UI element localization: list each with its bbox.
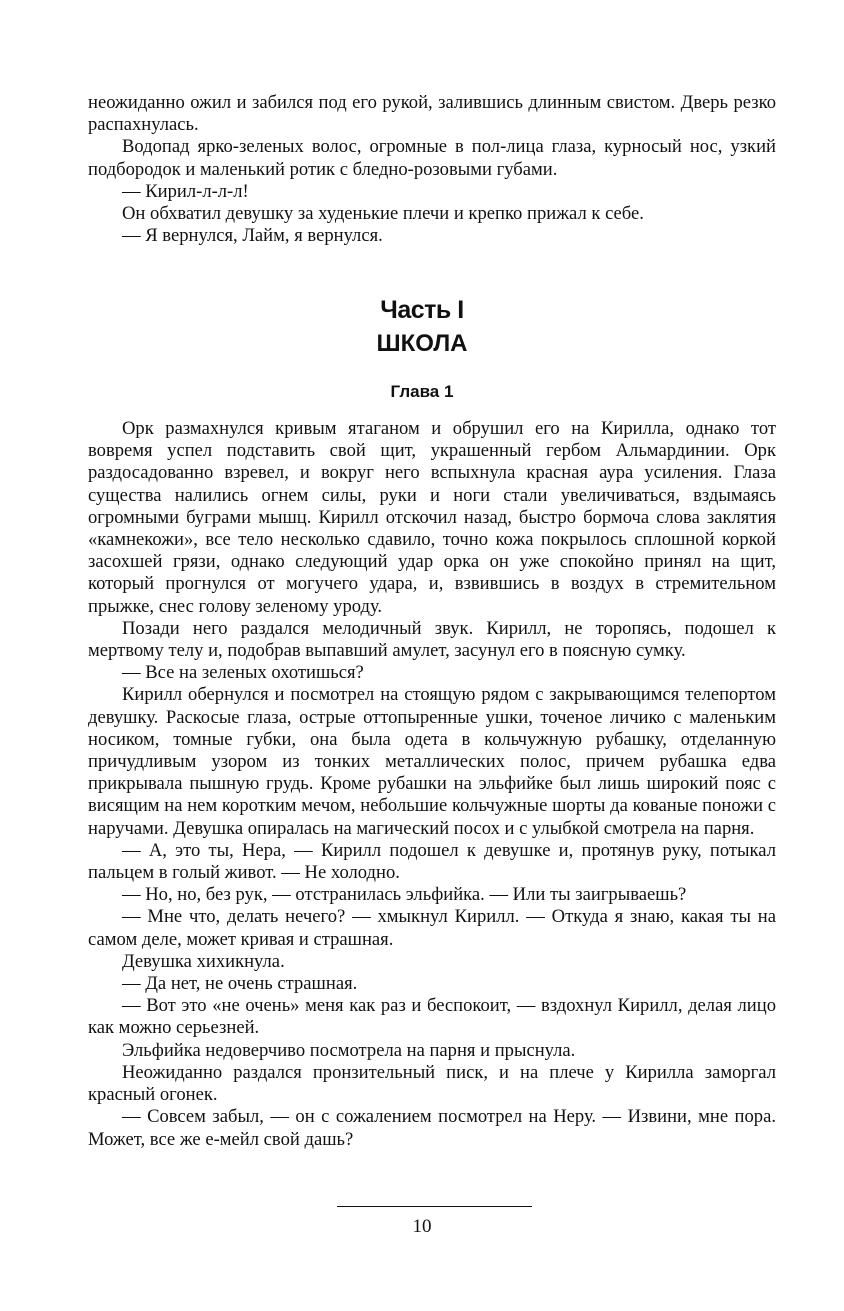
paragraph: — Вот это «не очень» меня как раз и беспокоит, — вздохнул Кирилл, делая лицо как можно серьезней. [88, 995, 776, 1039]
chapter-title [0, 382, 844, 402]
chapter-number: 1 [444, 382, 454, 401]
paragraph: — Мне что, делать нечего? — хмыкнул Кирилл. — Откуда я знаю, какая ты на самом деле, может кривая и страшная. [88, 906, 776, 950]
previous-section-text [88, 92, 776, 247]
footer-divider [337, 1206, 532, 1207]
paragraph: Эльфийка недоверчиво посмотрела на парня и прыснула. [122, 1039, 576, 1061]
paragraph: — Но, но, без рук, — отстранилась эльфийка. — Или ты заигрываешь? [122, 884, 687, 906]
paragraph: — Я вернулся, Лайм, я вернулся. [122, 225, 383, 247]
paragraph: Неожиданно раздался пронзительный писк, и на плече у Кирилла заморгал красный огонек. [88, 1061, 776, 1106]
part-title: Часть I [380, 296, 464, 324]
paragraph: — Кирил-л-л-л! [122, 180, 249, 202]
chapter-text [88, 418, 776, 1151]
part-subtitle: ШКОЛА [376, 330, 468, 357]
paragraph: Он обхватил девушку за худенькие плечи и крепко прижал к себе. [122, 203, 644, 225]
paragraph: — Все на зеленых охотишься? [122, 662, 364, 684]
paragraph: Орк размахнулся кривым ятаганом и обрушил его на Кирилла, однако тот вовремя успел подставить свой щит, украшенный гербом Альмардинии. Орк раздосадованно взревел, и вокруг него вспыхнула красная аура усиления. Глаза существа налились огнем силы, руки и ноги стали увеличиваться, вздымаясь огромными буграми мышц. Кирилл отскочил назад, быстро бормоча слова заклятия «камнекожи», все тело несколько сдавило, точно кожа покрылось сплошной коркой засохшей грязи, однако следующий удар орка он уже спокойно принял на щит, который прогнулся от могучего удара, и, взвившись в воздух в стремительном прыжке, снес голову зеленому уроду. [88, 418, 776, 617]
paragraph: Кирилл обернулся и посмотрел на стоящую рядом с закрывающимся телепортом девушку. Раскосые глаза, острые оттопыренные ушки, точеное личико с маленьким носиком, томные губки, она была одета в кольчужную рубашку, отделанную причудливым узором из тонких металлических полос, причем рубашка едва прикрывала пышную грудь. Кроме рубашки на эльфийке был лишь широкий пояс с висящим на нем коротким мечом, небольшие кольчужные шорты да кованые поножи с наручами. Девушка опиралась на магический посох и с улыбкой смотрела на парня. [88, 684, 776, 839]
paragraph: неожиданно ожил и забился под его рукой, залившись длинным свистом. Дверь резко распахнулась. [88, 92, 776, 136]
paragraph: — Совсем забыл, — он с сожалением посмотрел на Неру. — Извини, мне пора. Может, все же е-мейл свой дашь? [88, 1106, 776, 1150]
paragraph: — А, это ты, Нера, — Кирилл подошел к девушке и, протянув руку, потыкал пальцем в голый живот. — Не холодно. [88, 839, 776, 884]
paragraph: Позади него раздался мелодичный звук. Кирилл, не торопясь, подошел к мертвому телу и, подобрав выпавший амулет, засунул его в поясную сумку. [88, 617, 776, 662]
paragraph: — Да нет, не очень страшная. [122, 973, 358, 995]
page-number: 10 [412, 1216, 432, 1237]
chapter-word: Глава [390, 382, 440, 401]
paragraph: Водопад ярко-зеленых волос, огромные в пол-лица глаза, курносый нос, узкий подбородок и маленький ротик с бледно-розовыми губами. [88, 136, 776, 180]
paragraph: Девушка хихикнула. [122, 950, 285, 972]
